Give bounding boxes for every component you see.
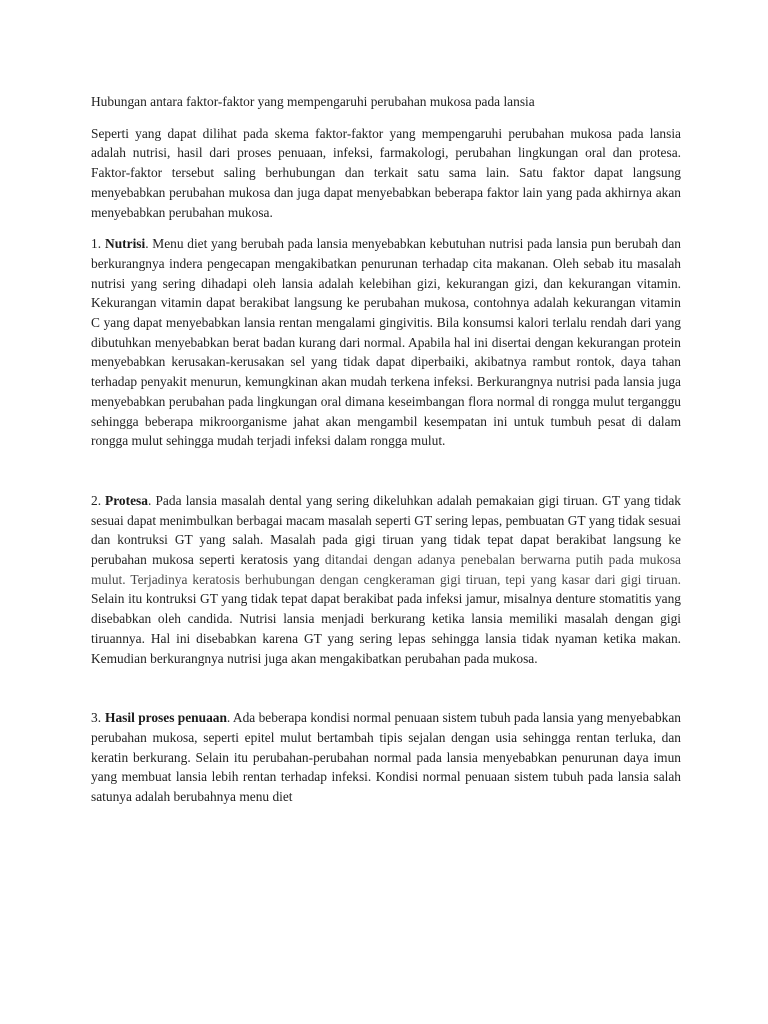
section-nutrisi [91, 234, 681, 451]
section-protesa [91, 491, 681, 668]
section-number: 1. [91, 236, 102, 252]
intro-paragraph: Seperti yang dapat dilihat pada skema faktor-faktor yang mempengaruhi perubahan mukosa pada lansia adalah nutrisi, hasil dari proses penuaan, infeksi, farmakologi, perubahan lingkungan oral dan protesa. Faktor-faktor tersebut saling berhubungan dan terkait satu sama lain. Satu faktor dapat langsung menyebabkan perubahan mukosa dan juga dapat menyebabkan beberapa faktor lain yang pada akhirnya akan menyebabkan perubahan mukosa. [91, 125, 681, 220]
section-number: 3. [91, 710, 102, 726]
section-body: . Ada beberapa kondisi normal penuaan sistem tubuh pada lansia yang menyebabkan perubahan mukosa, seperti epitel mulut bertambah tipis sejalan dengan usia sehingga rentan terluka, dan keratin berkurang. Selain itu perubahan-perubahan normal pada lansia menyebabkan penurunan daya imun yang membuat lansia lebih rentan terhadap infeksi. Kondisi normal penuaan sistem tubuh pada lansia salah satunya adalah berubahnya menu diet [91, 710, 681, 805]
section-heading: Nutrisi [105, 236, 146, 252]
spacer [91, 451, 681, 491]
section-body-quote: ditandai dengan adanya penebalan berwarna putih pada mukosa mulut. Terjadinya keratosis berhubungan dengan cengkeraman gigi tiruan, tepi yang kasar dari gigi tiruan. [91, 552, 681, 587]
page-title: Hubungan antara faktor-faktor yang mempengaruhi perubahan mukosa pada lansia [91, 94, 535, 109]
section-hasil-proses-penuaan [91, 708, 681, 807]
section-body: . Menu diet yang berubah pada lansia menyebabkan kebutuhan nutrisi pada lansia pun berubah dan berkurangnya indera pengecapan mengakibatkan penurunan terhadap cita makanan. Oleh sebab itu masalah nutrisi yang sering dihadapi oleh lansia adalah kelebihan gizi, kekurangan gizi, dan kekurangan vitamin. Kekurangan vitamin dapat berakibat langsung ke perubahan mukosa, contohnya adalah kekurangan vitamin C yang dapat menyebabkan lansia rentan mengalami gingivitis. Bila konsumsi kalori terlalu rendah dari yang dibutuhkan menyebabkan berat badan kurang dari normal. Apabila hal ini disertai dengan kekurangan protein menyebabkan kerusakan-kerusakan sel yang tidak dapat diperbaiki, akibatnya rambut rontok, daya tahan terhadap penyakit menurun, kemungkinan akan mudah terkena infeksi. Berkurangnya nutrisi pada lansia juga menyebabkan perubahan pada lingkungan oral dimana keseimbangan flora normal di rongga mulut terganggu sehingga beberapa mikroorganisme jahat akan mengambil kesempatan ini untuk tumbuh pesat di dalam rongga mulut sehingga mudah terjadi infeksi dalam rongga mulut. [91, 236, 681, 449]
section-number: 2. [91, 492, 102, 508]
document-page [91, 92, 681, 807]
section-heading: Protesa [105, 492, 148, 508]
spacer [91, 222, 681, 234]
spacer [91, 668, 681, 708]
section-body: . Pada lansia masalah dental yang sering dikeluhkan adalah pemakaian gigi tiruan. GT yang tidak sesuai dapat menimbulkan berbagai macam masalah seperti GT sering lepas, pembuatan GT yang tidak sesuai dan kontruksi GT yang salah. Masalah pada gigi tiruan yang tidak tepat dapat berakibat langsung ke perubahan mukosa seperti keratosis yang [91, 492, 681, 568]
section-body: Selain itu kontruksi GT yang tidak tepat dapat berakibat pada infeksi jamur, misalnya denture stomatitis yang disebabkan oleh candida. Nutrisi lansia menjadi berkurang ketika lansia memiliki masalah dengan gigi tiruannya. Hal ini disebabkan karena GT yang sering lepas sehingga lansia tidak nyaman ketika makan. Kemudian berkurangnya nutrisi juga akan mengakibatkan perubahan pada mukosa. [91, 591, 681, 666]
section-heading: Hasil proses penuaan [105, 710, 227, 726]
